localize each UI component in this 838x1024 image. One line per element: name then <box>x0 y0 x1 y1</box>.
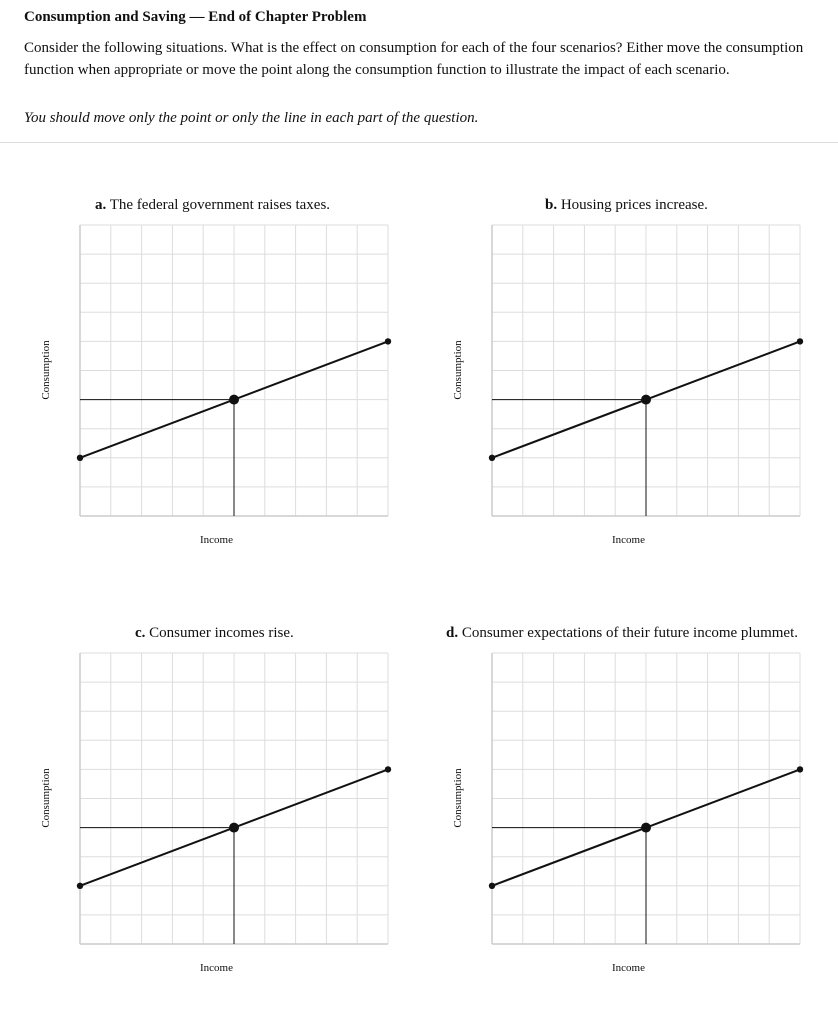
panel-b-letter: b. <box>545 197 558 213</box>
panel-d-chart[interactable] <box>492 653 800 944</box>
panel-d-title <box>446 625 798 642</box>
panel-a-line-start-handle[interactable] <box>77 455 83 461</box>
header-divider <box>0 142 838 143</box>
panel-b-y-label: Consumption <box>452 340 464 400</box>
panel-c-x-label: Income <box>200 962 233 974</box>
panel-a-y-label: Consumption <box>40 340 52 400</box>
panel-d-line-end-handle[interactable] <box>797 766 803 772</box>
problem-header <box>0 0 838 142</box>
panel-b-line-end-handle[interactable] <box>797 338 803 344</box>
panel-b-x-label: Income <box>612 534 645 546</box>
panel-c-title-text: Consumer incomes rise. <box>149 625 294 641</box>
panel-b-line-start-handle[interactable] <box>489 455 495 461</box>
panel-b-consumption-point[interactable] <box>641 395 651 405</box>
panel-a-line-end-handle[interactable] <box>385 338 391 344</box>
panel-b-title <box>545 197 708 214</box>
panel-a-title <box>95 197 330 214</box>
panel-c-chart[interactable] <box>80 653 388 944</box>
panel-d-consumption-point[interactable] <box>641 823 651 833</box>
panel-a-consumption-point[interactable] <box>229 395 239 405</box>
panel-b-title-text: Housing prices increase. <box>560 197 708 213</box>
panel-a-title-text: The federal government raises taxes. <box>109 197 331 213</box>
panel-d-letter: d. <box>446 625 459 641</box>
panel-c-letter: c. <box>135 625 146 641</box>
page-title: Consumption and Saving — End of Chapter Problem <box>24 9 367 25</box>
panel-a-chart[interactable] <box>80 225 388 516</box>
panel-d-x-label: Income <box>612 962 645 974</box>
panel-c-line-start-handle[interactable] <box>77 883 83 889</box>
panel-c-consumption-point[interactable] <box>229 823 239 833</box>
instructions-text: Consider the following situations. What is the effect on consumption for each of the four scenarios? Either move the consumption function when appropriate or move the point along the consumption function to illustrate the impact of each scenario. <box>24 40 804 78</box>
panel-c-title <box>135 625 294 642</box>
instructions-note: You should move only the point or only the line in each part of the question. <box>24 110 479 126</box>
panel-a-x-label: Income <box>200 534 233 546</box>
panel-c-y-label: Consumption <box>40 768 52 828</box>
panel-d-y-label: Consumption <box>452 768 464 828</box>
panel-c-line-end-handle[interactable] <box>385 766 391 772</box>
panel-d-title-text: Consumer expectations of their future income plummet. <box>461 625 799 641</box>
panel-a-letter: a. <box>95 197 107 213</box>
panel-d-line-start-handle[interactable] <box>489 883 495 889</box>
panel-b-chart[interactable] <box>492 225 800 516</box>
